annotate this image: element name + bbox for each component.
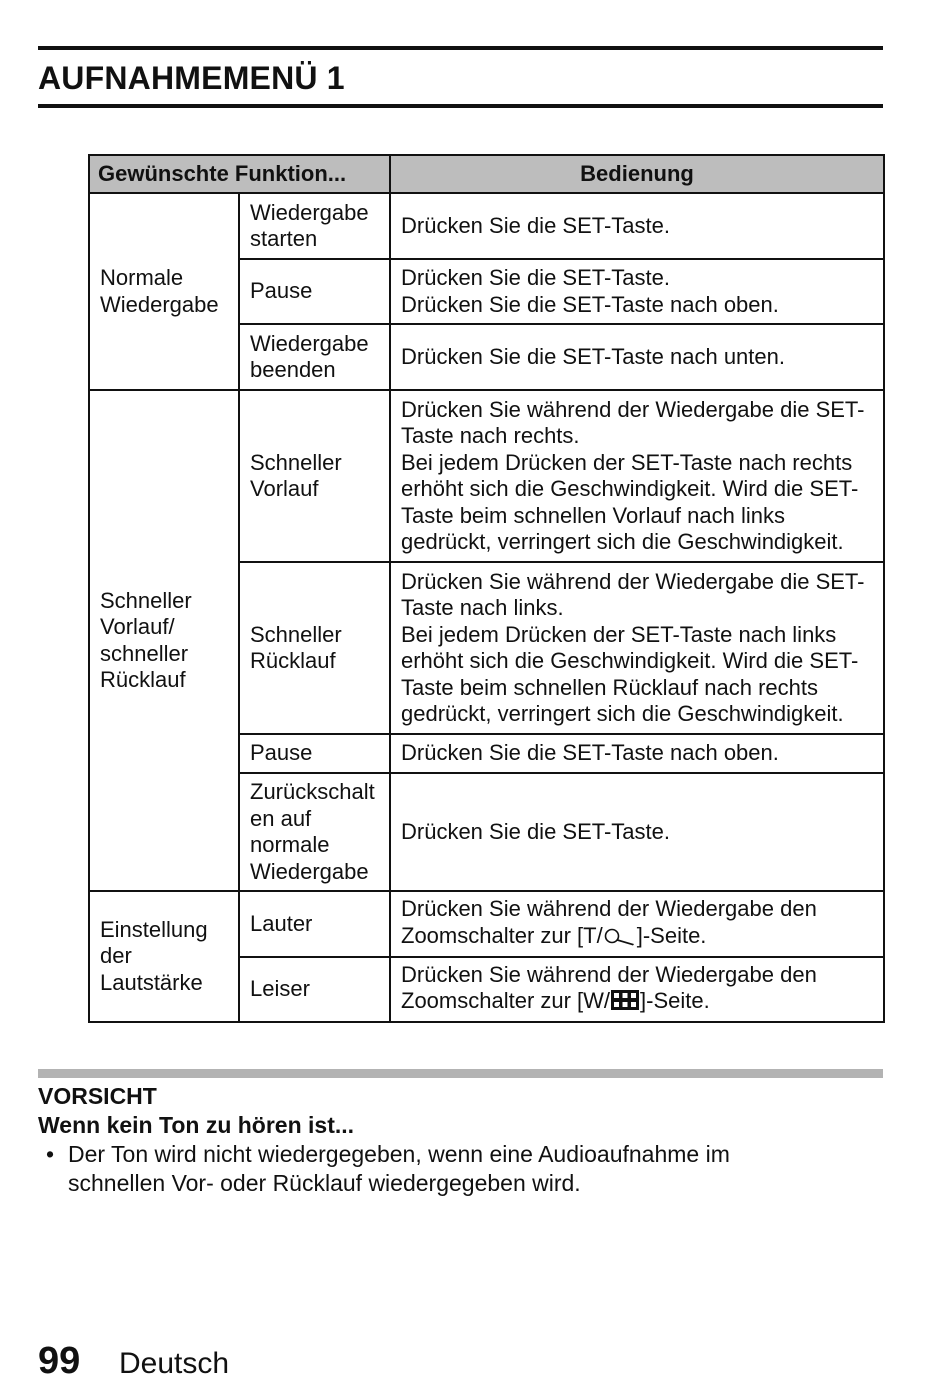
group-label-normal-playback: Normale Wiedergabe bbox=[89, 193, 239, 390]
table-row bbox=[89, 193, 884, 259]
caution-item bbox=[38, 1140, 883, 1198]
title-block bbox=[38, 46, 883, 108]
operation-cell bbox=[390, 891, 884, 957]
zoom-tele-magnifier-icon bbox=[603, 926, 637, 953]
operation-cell: Drücken Sie die SET-Taste. bbox=[390, 773, 884, 891]
operation-cell: Drücken Sie die SET-Taste. Drücken Sie die SET-Taste nach oben. bbox=[390, 259, 884, 324]
group-label-fast-forward-rewind: Schneller Vorlauf/ schneller Rücklauf bbox=[89, 390, 239, 891]
operation-text-end: ]-Seite. bbox=[636, 922, 707, 948]
function-cell: Leiser bbox=[239, 957, 390, 1022]
function-cell: Schneller Vorlauf bbox=[239, 390, 390, 562]
operation-table bbox=[88, 154, 885, 1023]
caution-divider bbox=[38, 1069, 883, 1078]
operation-text: Drücken Sie während der Wiedergabe den Zoomschalter zur [T/ bbox=[401, 896, 817, 948]
operation-cell: Drücken Sie während der Wiedergabe die SET- Taste nach rechts. Bei jedem Drücken der SET-Taste nach rechts erhöht sich die Geschwindigkeit. Wird die SET- Taste beim schnellen Vorlauf nach links gedrückt, verringert sich die Geschwindigkeit. bbox=[390, 390, 884, 562]
function-cell: Lauter bbox=[239, 891, 390, 957]
header-operation: Bedienung bbox=[390, 155, 884, 193]
function-cell: Pause bbox=[239, 259, 390, 324]
group-label-volume: Einstellung der Lautstärke bbox=[89, 891, 239, 1022]
zoom-wide-grid-icon bbox=[610, 989, 640, 1018]
table-header-row bbox=[89, 155, 884, 193]
operation-cell: Drücken Sie die SET-Taste. bbox=[390, 193, 884, 259]
operation-cell bbox=[390, 957, 884, 1022]
function-cell: Zurückschalt en auf normale Wiedergabe bbox=[239, 773, 390, 891]
caution-title: VORSICHT bbox=[38, 1083, 157, 1109]
bullet-icon: • bbox=[46, 1141, 55, 1167]
page-number: 99 bbox=[38, 1340, 81, 1382]
header-function: Gewünschte Funktion... bbox=[89, 155, 390, 193]
page-language: Deutsch bbox=[119, 1347, 230, 1380]
operation-text: Drücken Sie während der Wiedergabe den Zoomschalter zur [W/ bbox=[401, 961, 817, 1013]
function-cell: Wiedergabe beenden bbox=[239, 324, 390, 390]
page-title: AUFNAHMEMENÜ 1 bbox=[38, 60, 345, 96]
table-row bbox=[89, 390, 884, 562]
operation-cell: Drücken Sie die SET-Taste nach unten. bbox=[390, 324, 884, 390]
caution-subtitle: Wenn kein Ton zu hören ist... bbox=[38, 1112, 355, 1138]
caution-list bbox=[38, 1140, 883, 1198]
operation-text-end: ]-Seite. bbox=[640, 988, 710, 1013]
table-row bbox=[89, 891, 884, 957]
function-cell: Schneller Rücklauf bbox=[239, 562, 390, 734]
operation-cell: Drücken Sie während der Wiedergabe die SET- Taste nach links. Bei jedem Drücken der SET-Taste nach links erhöht sich die Geschwindigkeit. Wird die SET- Taste beim schnellen Rücklauf nach rechts gedrückt, verringert sich die Geschwindigkeit. bbox=[390, 562, 884, 734]
function-cell: Wiedergabe starten bbox=[239, 193, 390, 259]
operation-cell: Drücken Sie die SET-Taste nach oben. bbox=[390, 734, 884, 773]
function-cell: Pause bbox=[239, 734, 390, 773]
caution-item-text: Der Ton wird nicht wiedergegeben, wenn eine Audioaufnahme im schnellen Vor- oder Rücklauf wiedergegeben wird. bbox=[68, 1141, 730, 1196]
